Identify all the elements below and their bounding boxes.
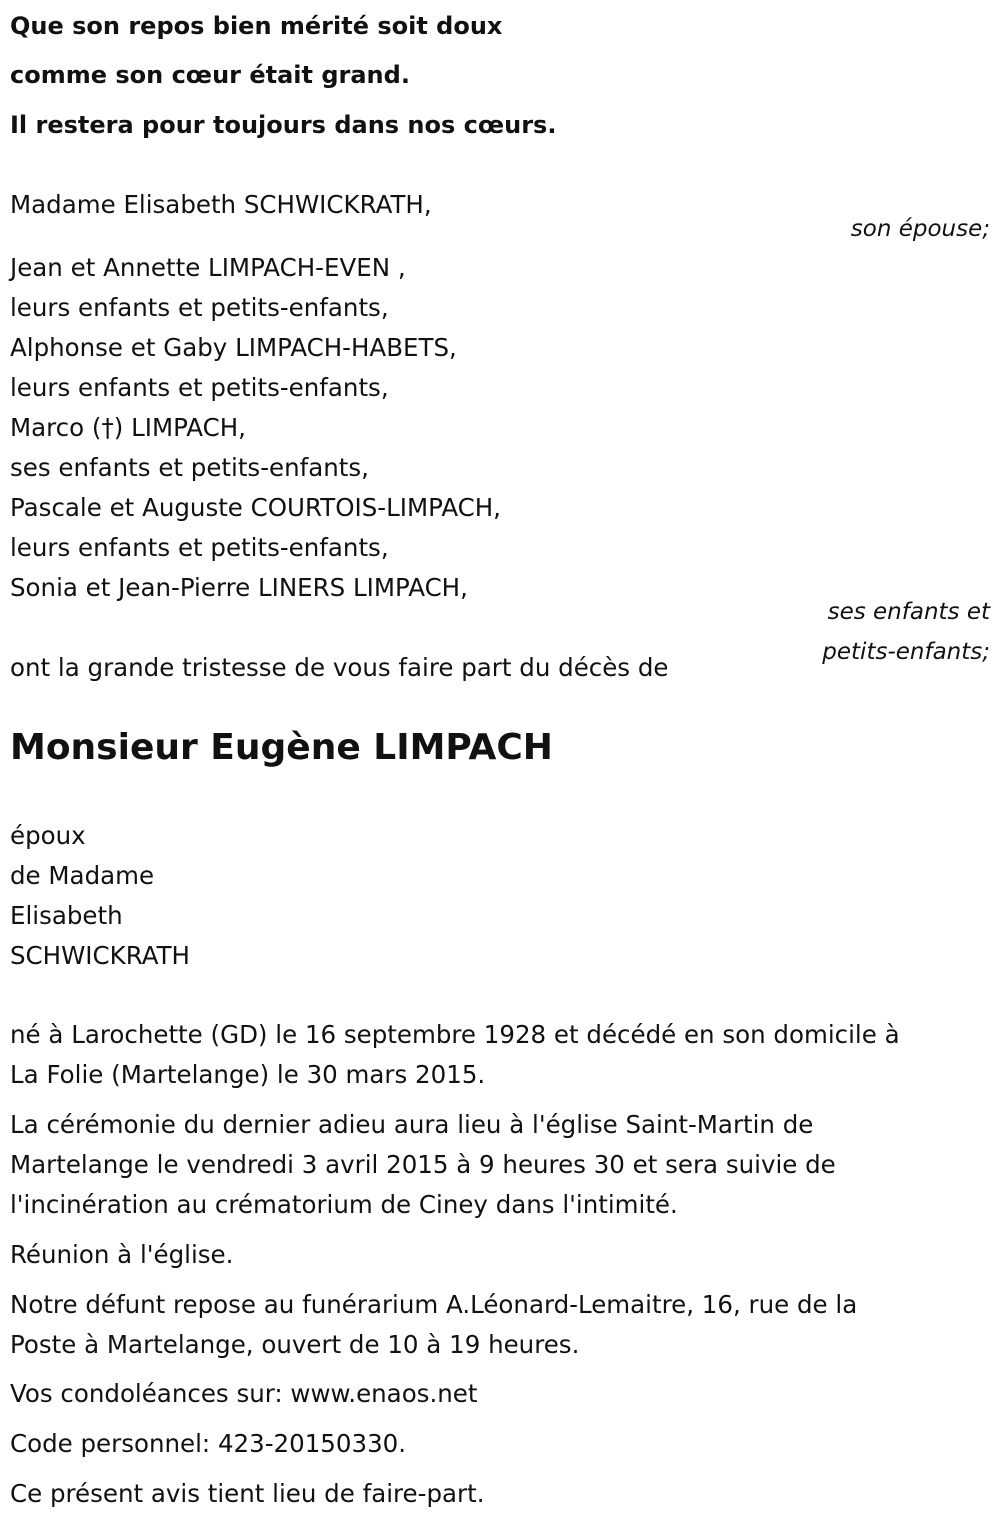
children-line-3: Alphonse et Gaby LIMPACH-HABETS,	[10, 333, 457, 362]
children-line-8: leurs enfants et petits-enfants,	[10, 533, 389, 562]
children-line-9: Sonia et Jean-Pierre LINERS LIMPACH,	[10, 573, 468, 602]
children-line-1: Jean et Annette LIMPACH-EVEN ,	[10, 253, 406, 282]
spouse-of-line-4: SCHWICKRATH	[10, 941, 190, 970]
children-role-line-1: ses enfants et	[827, 599, 990, 625]
condolences: Vos condoléances sur: www.enaos.net	[10, 1379, 478, 1408]
spouse-name: Madame Elisabeth SCHWICKRATH,	[10, 190, 432, 219]
poem-line-1: Que son repos bien mérité soit doux	[10, 12, 503, 40]
deceased-name: Monsieur Eugène LIMPACH	[10, 727, 553, 768]
notice: Ce présent avis tient lieu de faire-part.	[10, 1479, 485, 1508]
spouse-role: son épouse;	[850, 216, 990, 242]
ceremony-line-1: La cérémonie du dernier adieu aura lieu à l'église Saint-Martin de	[10, 1110, 814, 1139]
spouse-of-line-1: époux	[10, 821, 86, 850]
poem-line-3: Il restera pour toujours dans nos cœurs.	[10, 111, 557, 139]
spouse-of-line-2: de Madame	[10, 861, 155, 890]
children-line-4: leurs enfants et petits-enfants,	[10, 373, 389, 402]
announcement: ont la grande tristesse de vous faire part du décès de	[10, 653, 669, 682]
children-role-line-2: petits-enfants;	[822, 639, 990, 665]
children-line-6: ses enfants et petits-enfants,	[10, 453, 369, 482]
birth-death-line-1: né à Larochette (GD) le 16 septembre 1928 et décédé en son domicile à	[10, 1020, 900, 1049]
spouse-of-line-3: Elisabeth	[10, 901, 123, 930]
meeting-note: Réunion à l'église.	[10, 1240, 234, 1269]
birth-death-line-2: La Folie (Martelange) le 30 mars 2015.	[10, 1060, 486, 1089]
children-line-7: Pascale et Auguste COURTOIS-LIMPACH,	[10, 493, 501, 522]
poem-line-2: comme son cœur était grand.	[10, 61, 410, 89]
personal-code: Code personnel: 423-20150330.	[10, 1429, 407, 1458]
funerarium-line-1: Notre défunt repose au funérarium A.Léonard-Lemaitre, 16, rue de la	[10, 1290, 858, 1319]
ceremony-line-3: l'incinération au crématorium de Ciney dans l'intimité.	[10, 1190, 678, 1219]
children-line-5: Marco (†) LIMPACH,	[10, 413, 246, 442]
children-line-2: leurs enfants et petits-enfants,	[10, 293, 389, 322]
ceremony-line-2: Martelange le vendredi 3 avril 2015 à 9 heures 30 et sera suivie de	[10, 1150, 836, 1179]
funerarium-line-2: Poste à Martelange, ouvert de 10 à 19 heures.	[10, 1330, 580, 1359]
